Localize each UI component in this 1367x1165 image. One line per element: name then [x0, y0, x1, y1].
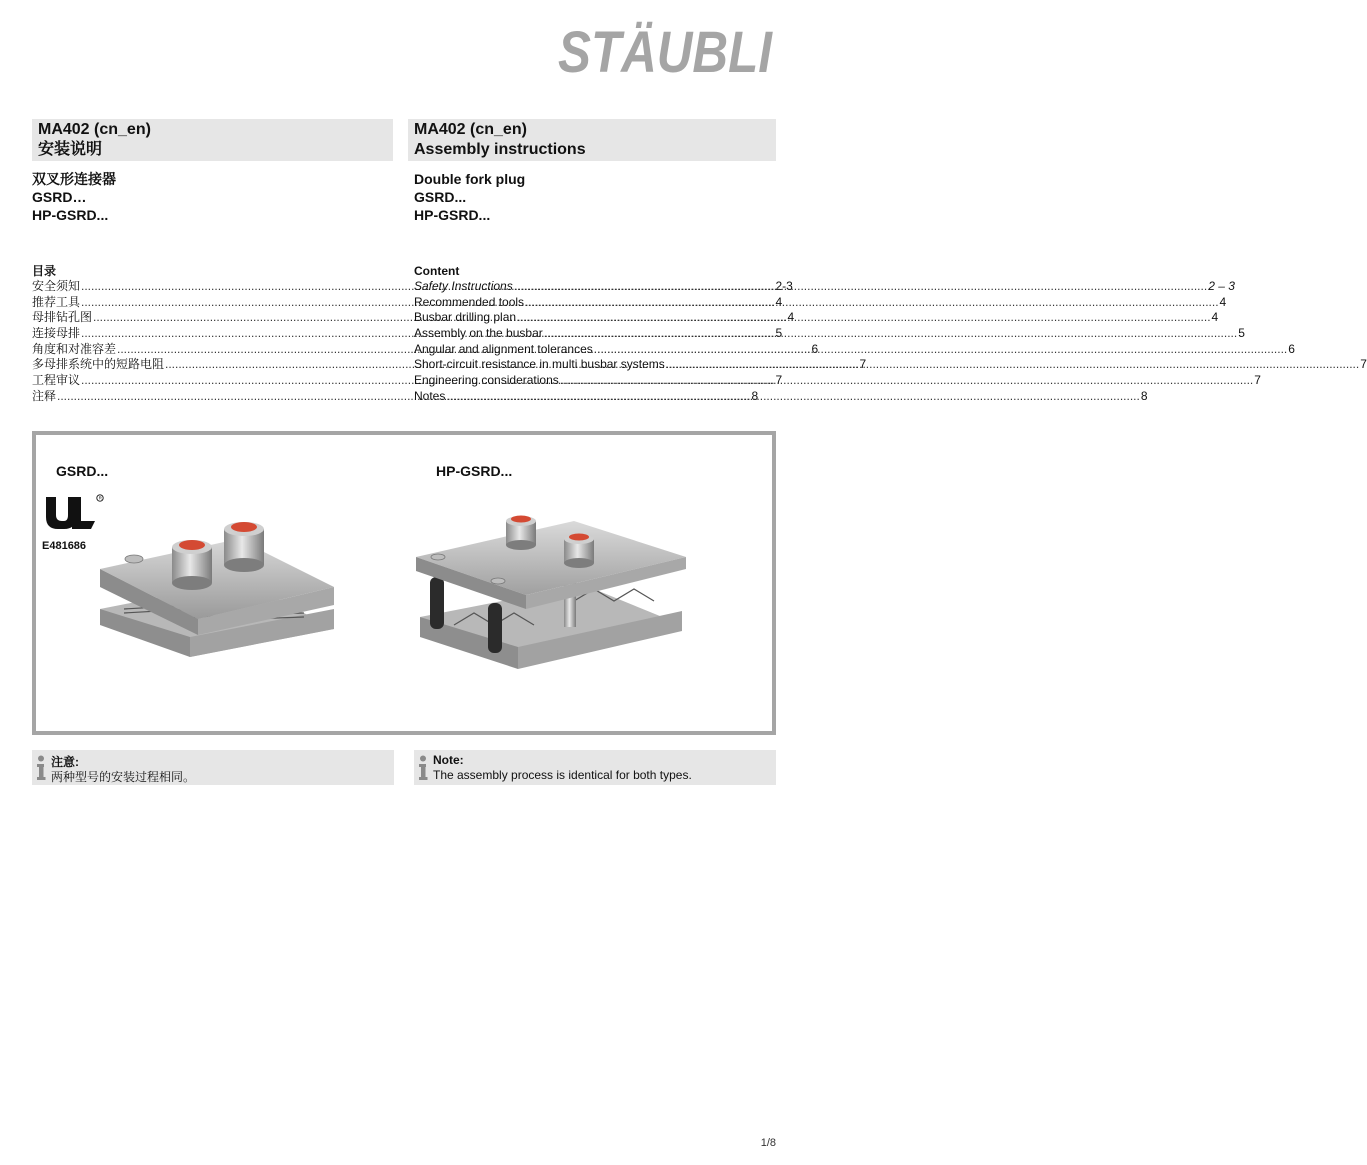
note-box-left	[32, 750, 394, 785]
doc-code: MA402 (cn_en)	[414, 121, 527, 138]
product-name: Double fork plug	[414, 171, 526, 187]
svg-text:R: R	[98, 495, 102, 501]
toc-entry-label: Assembly on the busbar	[414, 326, 543, 341]
toc-entry[interactable]	[414, 388, 1148, 405]
toc-title: 目录	[32, 264, 57, 278]
toc-entry-page: 5	[1238, 326, 1245, 341]
toc-entry-label: 安全须知	[32, 279, 81, 293]
toc-entry-page: 2 – 3	[1208, 279, 1235, 293]
header-left	[32, 119, 393, 161]
toc-entry-page: 4	[1211, 310, 1219, 325]
certification-number: E481686	[42, 540, 87, 552]
toc-title: Content	[414, 264, 460, 278]
toc-entry-label: Angular and alignment tolerances	[414, 341, 593, 356]
info-icon	[418, 755, 428, 781]
toc-entry-label: Notes	[414, 388, 446, 403]
toc-entry-page: 4	[1219, 294, 1227, 309]
staubli-logo	[554, 14, 776, 85]
toc-entry-page: 8	[751, 388, 759, 403]
toc-entry-page: 7	[859, 357, 867, 372]
toc-entry-label: Safety Instructions	[414, 279, 513, 293]
toc-entry-label: 注释	[32, 388, 57, 403]
product-type: GSRD…	[32, 189, 87, 205]
toc-entry-label: 连接母排	[32, 326, 81, 341]
toc-entry-page: 4	[787, 310, 795, 325]
product-type: HP-GSRD...	[32, 207, 109, 223]
toc-entry-page: 4	[775, 294, 783, 309]
svg-text:STÄUBLI: STÄUBLI	[558, 20, 774, 85]
toc-entry[interactable]	[414, 310, 1219, 326]
figure-label-gsrd: GSRD...	[56, 463, 109, 479]
gsrd-product-image	[94, 517, 340, 657]
toc-right	[414, 263, 1367, 405]
toc-entry-label: 工程审议	[32, 373, 81, 388]
toc-entry-page: 6	[811, 341, 819, 356]
toc-entry-page: 2-3	[775, 279, 793, 293]
note-text: The assembly process is identical for both types.	[433, 768, 692, 782]
header-right	[408, 119, 776, 161]
toc-entry[interactable]	[414, 294, 1227, 311]
toc-entry[interactable]	[414, 373, 1261, 389]
toc-entry-page: 8	[1140, 388, 1148, 403]
product-type: GSRD...	[414, 189, 467, 205]
toc-entry-page: 6	[1288, 341, 1295, 356]
toc-entry[interactable]	[414, 341, 1295, 358]
toc-entry-page: 7	[1254, 373, 1261, 388]
toc-entry-page: 5	[775, 326, 783, 341]
note-box-right	[414, 750, 776, 785]
doc-title: 安装说明	[38, 141, 103, 158]
toc-entry-label: 多母排系统中的短路电阻	[32, 357, 165, 372]
toc-entry[interactable]	[414, 279, 1235, 295]
toc-entry-label: 推荐工具	[32, 294, 81, 309]
toc-entry[interactable]	[414, 326, 1245, 342]
toc-entry-label: Engineering considerations	[414, 373, 559, 388]
product-name: 双叉形连接器	[32, 171, 116, 187]
doc-code: MA402 (cn_en)	[38, 121, 151, 138]
toc-entry-label: 母排钻孔图	[32, 310, 93, 325]
page-number: 1/8	[760, 1137, 776, 1149]
toc-entry[interactable]	[414, 357, 1367, 373]
toc-entry-label: Recommended tools	[414, 294, 525, 309]
note-title: Note:	[433, 753, 464, 767]
info-icon	[36, 755, 46, 781]
toc-entry-label: Busbar drilling plan	[414, 310, 517, 325]
toc-entry-page: 7	[775, 373, 783, 388]
toc-entry-label: Short-circuit resistance in multi busbar systems	[414, 357, 665, 372]
product-figure	[32, 431, 776, 735]
figure-label-hp-gsrd: HP-GSRD...	[436, 463, 513, 479]
hp-gsrd-product-image	[414, 507, 688, 677]
product-type: HP-GSRD...	[414, 207, 491, 223]
product-subtitle-left	[32, 170, 116, 224]
note-text: 两种型号的安装过程相同。	[51, 770, 196, 784]
product-subtitle-right	[414, 170, 525, 224]
doc-title: Assembly instructions	[414, 141, 586, 158]
toc-entry-label: 角度和对准容差	[32, 341, 117, 356]
toc-entry-page: 7	[1360, 357, 1367, 372]
note-title: 注意:	[51, 755, 79, 769]
